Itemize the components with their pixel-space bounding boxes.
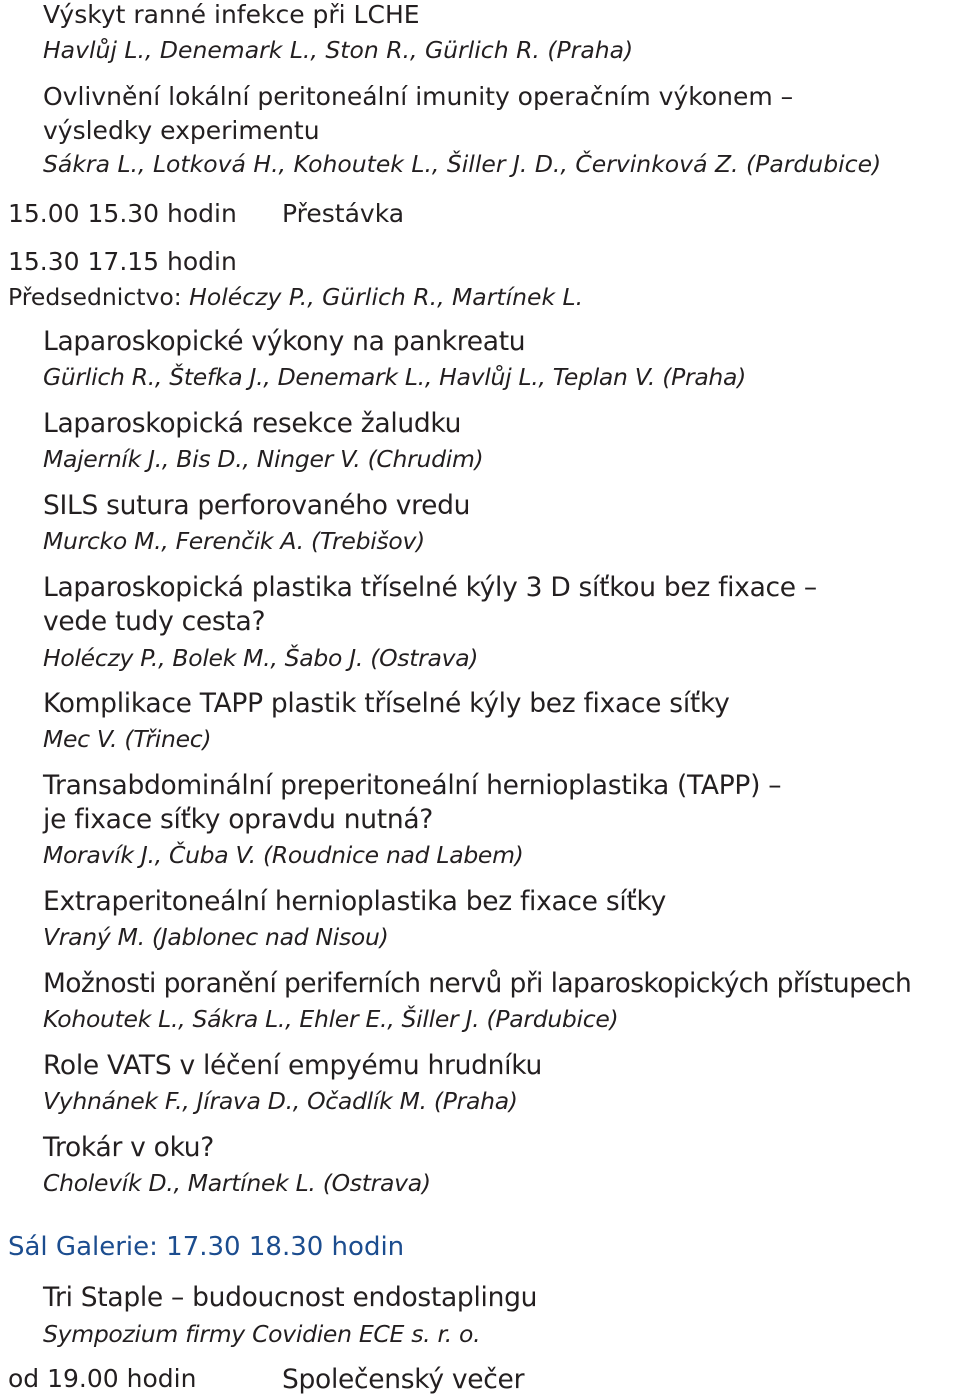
talk-title-continued: je fixace síťky opravdu nutná? <box>43 804 434 835</box>
hall-heading: Sál Galerie: 17.30 18.30 hodin <box>8 1232 405 1262</box>
talk-authors: Majerník J., Bis D., Ninger V. (Chrudim) <box>43 445 484 473</box>
evening-time: od 19.00 hodin <box>8 1364 197 1393</box>
talk-title: Laparoskopická plastika tříselné kýly 3 D síťkou bez fixace – <box>43 572 817 603</box>
talk-authors: Holéczy P., Bolek M., Šabo J. (Ostrava) <box>43 644 479 672</box>
talk-authors: Vraný M. (Jablonec nad Nisou) <box>43 923 389 951</box>
talk-title: Výskyt ranné infekce při LCHE <box>43 0 420 29</box>
talk-authors: Vyhnánek F., Jírava D., Očadlík M. (Praha) <box>43 1087 518 1115</box>
evening-label: Společenský večer <box>282 1364 525 1395</box>
talk-title: Transabdominální preperitoneální hernioplastika (TAPP) – <box>43 770 782 801</box>
talk-title: Ovlivnění lokální peritoneální imunity operačním výkonem – <box>43 82 794 111</box>
session-time: 15.30 17.15 hodin <box>8 247 237 276</box>
talk-title: SILS sutura perforovaného vredu <box>43 490 471 521</box>
talk-title: Možnosti poranění periferních nervů při laparoskopických přístupech <box>43 968 912 999</box>
talk-title: Extraperitoneální hernioplastika bez fixace síťky <box>43 886 666 917</box>
talk-authors: Kohoutek L., Sákra L., Ehler E., Šiller J. (Pardubice) <box>43 1005 619 1033</box>
talk-authors: Moravík J., Čuba V. (Roudnice nad Labem) <box>43 841 524 869</box>
talk-title: Laparoskopické výkony na pankreatu <box>43 326 526 357</box>
chair-line <box>8 283 583 311</box>
talk-authors: Gürlich R., Štefka J., Denemark L., Havlůj L., Teplan V. (Praha) <box>43 363 746 391</box>
chair-label: Předsednictvo: <box>8 283 182 311</box>
talk-title-continued: výsledky experimentu <box>43 116 320 145</box>
talk-title: Trokár v oku? <box>43 1132 215 1163</box>
talk-authors: Havlůj L., Denemark L., Ston R., Gürlich R. (Praha) <box>43 36 634 64</box>
break-label: Přestávka <box>282 199 405 228</box>
chair-names: Holéczy P., Gürlich R., Martínek L. <box>189 283 584 311</box>
talk-title: Laparoskopická resekce žaludku <box>43 408 462 439</box>
talk-authors: Mec V. (Třinec) <box>43 725 212 753</box>
symposium-sponsor: Sympozium firmy Covidien ECE s. r. o. <box>43 1320 481 1348</box>
talk-authors: Sákra L., Lotková H., Kohoutek L., Šiller J. D., Červinková Z. (Pardubice) <box>43 150 882 178</box>
talk-authors: Cholevík D., Martínek L. (Ostrava) <box>43 1169 431 1197</box>
talk-title: Role VATS v léčení empyému hrudníku <box>43 1050 542 1081</box>
symposium-title: Tri Staple – budoucnost endostaplingu <box>43 1282 538 1313</box>
talk-title-continued: vede tudy cesta? <box>43 606 266 637</box>
break-time: 15.00 15.30 hodin <box>8 199 237 228</box>
talk-title: Komplikace TAPP plastik tříselné kýly bez fixace síťky <box>43 688 730 719</box>
talk-authors: Murcko M., Ferenčik A. (Trebišov) <box>43 527 425 555</box>
